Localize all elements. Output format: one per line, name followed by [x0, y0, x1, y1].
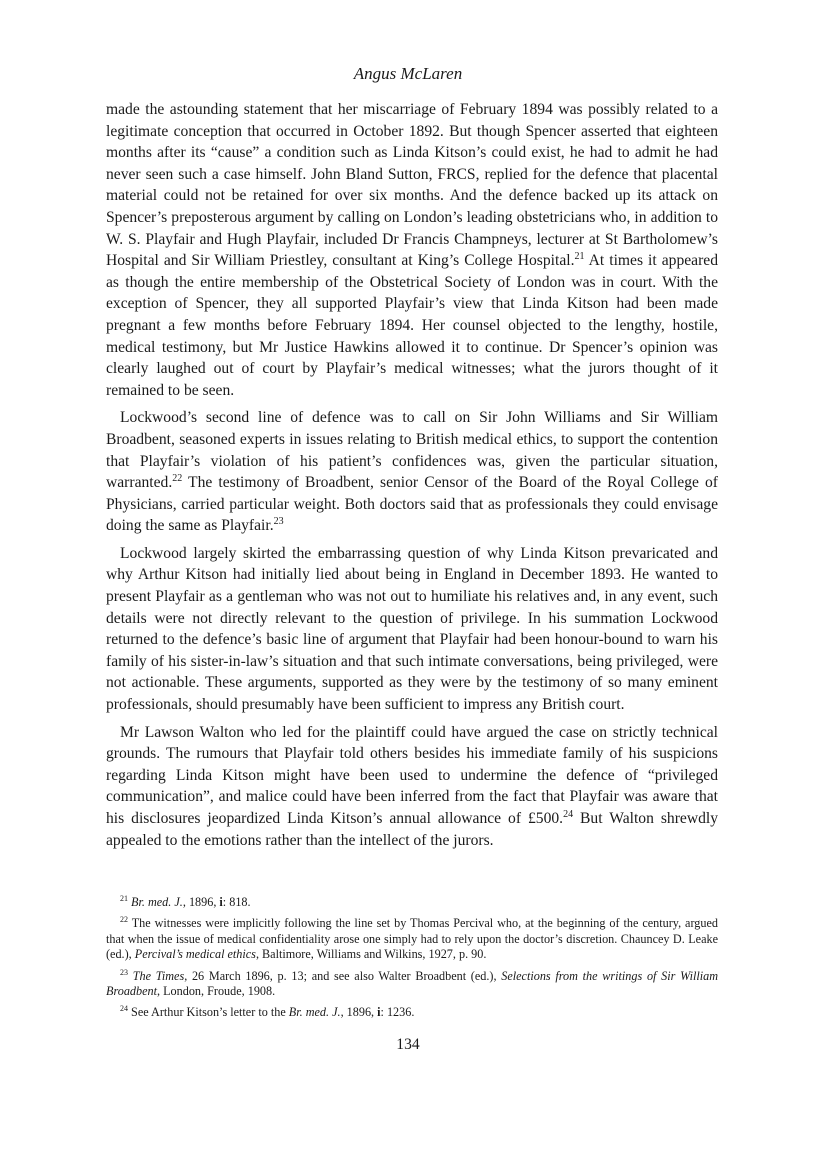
footnote-marker: 22 — [172, 473, 183, 485]
text-segment: made the astounding statement that her miscarriage of February 1894 was possibly related to a legitimate conception that occurred in October 1892. But though Spencer asserted that eighteen months after its “cause” a condition such as Linda Kitson’s could exist, he had to admit he had never seen such a case himself. John Bland Sutton, FRCS, replied for the defence that placental material could not be retained for over six months. And the defence backed up its attack on Spencer’s preposterous argument by calling on London’s leading obstetricians who, in addition to W. S. Playfair and Hugh Playfair, included Dr Francis Champneys, lecturer at St Bartholomew’s Hospital and Sir William Priestley, consultant at King’s College Hospital. — [106, 101, 718, 270]
footnote — [106, 969, 718, 1000]
text-segment: The witnesses were implicitly following the line set by Thomas Percival who, at the beginning of the century, argued that when the issue of medical confidentiality arose one simply had to rely upon the doctor’s discretion. Chauncey D. Leake (ed.), — [106, 916, 718, 962]
text-segment: i — [377, 1005, 381, 1020]
running-head: Angus McLaren — [353, 64, 463, 83]
paragraph — [106, 407, 718, 537]
footnote — [106, 1005, 718, 1020]
text-segment: , 1896, — [340, 1005, 378, 1020]
footnotes — [106, 895, 718, 1027]
text-segment: At times it appeared as though the entire membership of the Obstetrical Society of London was in court. With the exception of Spencer, they all supported Playfair’s view that Linda Kitson had been made pregnant a few months before February 1894. Her counsel objected to the lengthy, hostile, medical testimony, but Mr Justice Hawkins allowed it to continue. Dr Spencer’s opinion was clearly laughed out of court by Playfair’s medical witnesses; what the jurors thought of it remained to be seen. — [106, 252, 718, 399]
footnote-marker: 23 — [120, 967, 128, 977]
text-segment: , Baltimore, Williams and Wilkins, 1927, p. 90. — [255, 947, 487, 962]
text-segment: The testimony of Broadbent, senior Censor of the Board of the Royal College of Physicians, carried particular weight. Both doctors said that as professionals they could envisage doing the same as Playfair. — [106, 474, 718, 535]
text-segment: , London, Froude, 1908. — [157, 984, 276, 999]
text-segment: Lockwood largely skirted the embarrassing question of why Linda Kitson prevaricated and why Arthur Kitson had initially lied about being in England in December 1893. He wanted to present Playfair as a gentleman who was not out to humiliate his relatives and, in any event, such details were not directly relevant to the question of privilege. In his summation Lockwood returned to the defence’s basic line of argument that Playfair had been honour-bound to warn his family of his sister-in-law’s situation and that such intimate conversations, being privileged, were not actionable. These arguments, supported as they were by the testimony of so many eminent professionals, should presumably have been sufficient to impress any British court. — [106, 544, 718, 714]
paragraph — [106, 543, 718, 716]
text-segment: Br. med. J. — [288, 1005, 341, 1020]
footnote-marker: 21 — [120, 894, 128, 903]
text-segment: See Arthur Kitson’s letter to the — [128, 1005, 289, 1020]
footnote-marker: 24 — [120, 1004, 128, 1014]
text-segment: But Walton shrewdly appealed to the emotions rather than the intellect of the jurors. — [106, 810, 719, 849]
text-segment: Br. med. J. — [131, 895, 183, 909]
footnote — [106, 895, 718, 910]
page-number: 134 — [396, 1036, 420, 1053]
footnote — [106, 916, 718, 962]
text-segment: , 1896, — [182, 895, 220, 909]
footnote-marker: 23 — [273, 516, 284, 528]
paragraph — [106, 722, 718, 852]
text-segment: Selections from the writings of Sir William Broadbent — [106, 968, 719, 999]
body-text — [106, 99, 718, 857]
text-segment: Mr Lawson Walton who led for the plaintiff could have argued the case on strictly technical grounds. The rumours that Playfair told others besides his immediate family of his suspicions regarding Linda Kitson might have been used to undermine the defence of “privileged communication”, and malice could have been inferred from the fact that Playfair was aware that his disclosures jeopardized Linda Kitson’s annual allowance of £500. — [106, 723, 718, 827]
text-segment: The Times — [132, 968, 185, 983]
text-segment: Percival’s medical ethics — [134, 947, 256, 962]
paragraph — [106, 99, 718, 401]
text-segment: , 26 March 1896, p. 13; and see also Walter Broadbent (ed.), — [184, 968, 502, 983]
footnote-marker: 21 — [574, 251, 585, 263]
text-segment: : 818. — [222, 895, 251, 909]
text-segment: Lockwood’s second line of defence was to call on Sir John Williams and Sir William Broadbent, seasoned experts in issues relating to British medical ethics, to support the contention that Playfair’s violation of his patient’s confidences was, given the particular situation, warranted. — [106, 409, 718, 492]
footnote-marker: 22 — [120, 915, 128, 925]
footnote-marker: 24 — [563, 809, 574, 820]
text-segment: : 1236. — [380, 1005, 415, 1020]
text-segment: i — [219, 895, 223, 909]
